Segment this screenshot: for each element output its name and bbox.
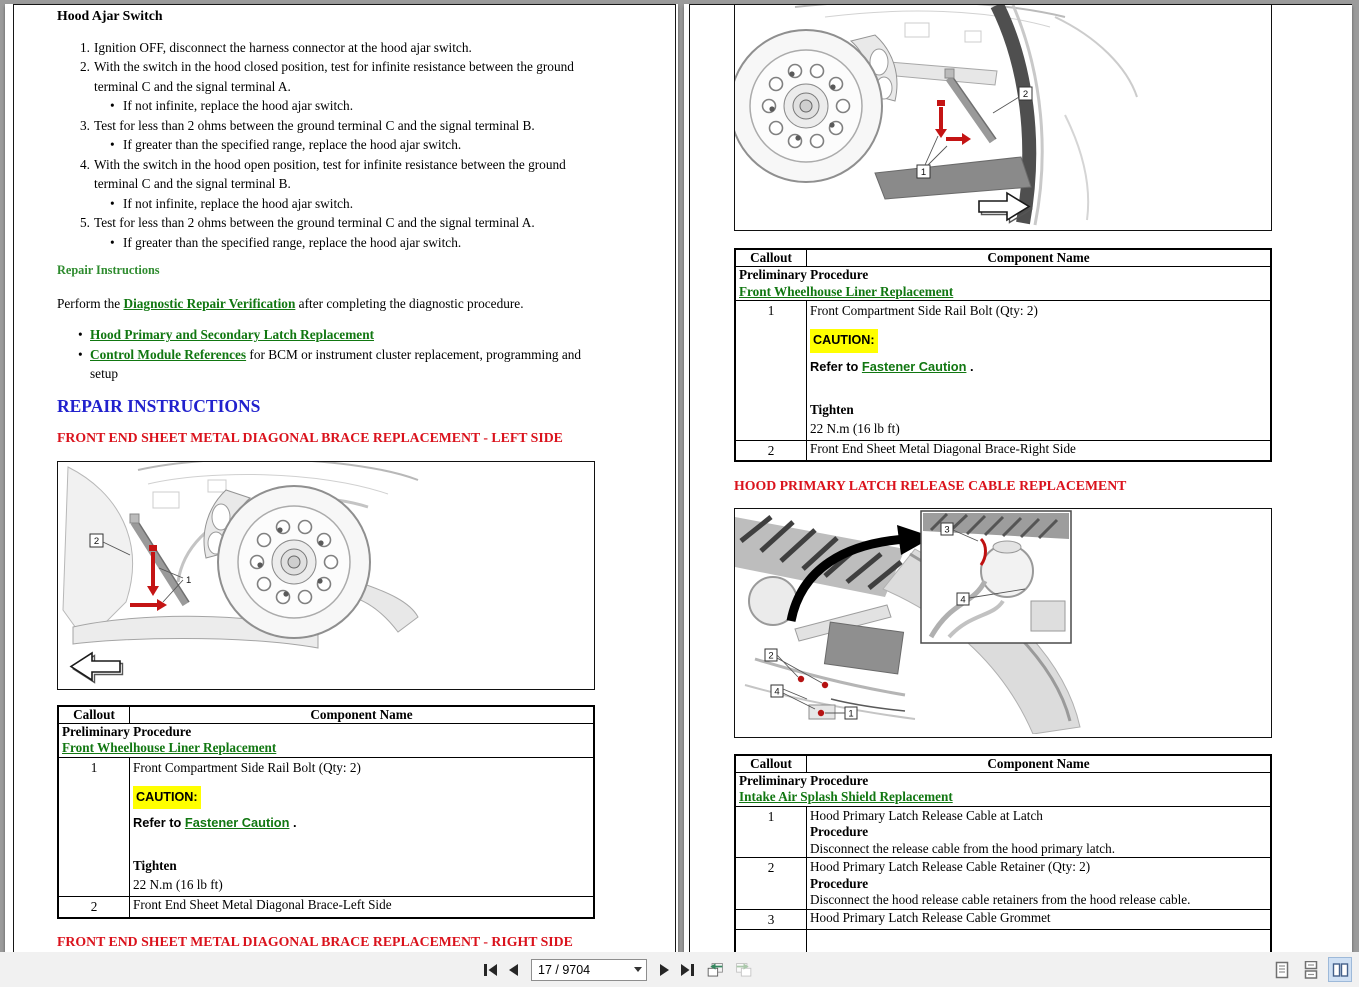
step-3 (57, 116, 595, 136)
viewer-toolbar (0, 952, 1359, 987)
callout-header: Callout (58, 706, 130, 724)
link-row (57, 345, 595, 384)
callout-cell: 1 (58, 757, 130, 897)
callout-header: Callout (735, 249, 807, 267)
callout-cell: 2 (735, 858, 807, 910)
step-text: Test for less than 2 ohms between the ground terminal C and the signal terminal B. (94, 117, 535, 133)
next-page-icon (657, 962, 672, 978)
previous-view-icon (706, 960, 725, 980)
callout-cell: 2 (58, 897, 130, 918)
table-row (735, 440, 1271, 461)
first-page-icon (482, 962, 499, 978)
continuous-view-icon (1303, 961, 1319, 979)
component-table-hood-latch (734, 754, 1272, 953)
first-page-button[interactable] (479, 958, 502, 981)
step-number: 5. (80, 215, 90, 230)
torque-value: 22 N.m (16 lb ft) (810, 420, 900, 436)
table-row (58, 897, 594, 918)
component-name: Front End Sheet Metal Diagonal Brace-Right Side (807, 440, 1272, 461)
hood-latch-cable-heading: HOOD PRIMARY LATCH RELEASE CABLE REPLACEMENT (734, 478, 1127, 493)
step-3-sub: • If greater than the specified range, replace the hood ajar switch. (57, 135, 595, 155)
svg-text:2: 2 (768, 650, 774, 661)
component-name: Hood Primary Latch Release Cable at Latch (810, 807, 1043, 823)
link-row (57, 325, 595, 345)
previous-view-button[interactable] (704, 958, 727, 981)
callout-cell: 2 (735, 440, 807, 461)
page-number-input[interactable] (532, 961, 632, 979)
step-5-sub: • If greater than the specified range, replace the hood ajar switch. (57, 233, 595, 253)
preliminary-title: Preliminary Procedure (739, 267, 869, 282)
preliminary-row (58, 723, 594, 757)
inset-detail-box (921, 511, 1071, 643)
svg-text:1: 1 (186, 574, 192, 586)
svg-text:2: 2 (1022, 89, 1029, 100)
refer-suffix: . (289, 815, 297, 830)
caution-badge: CAUTION: (810, 329, 878, 353)
svg-text:1: 1 (920, 167, 927, 178)
front-wheelhouse-liner-link[interactable]: Front Wheelhouse Liner Replacement (739, 283, 954, 299)
page-number-combobox[interactable] (531, 959, 647, 981)
svg-text:4: 4 (960, 594, 966, 605)
preliminary-row (735, 267, 1271, 301)
callout-cell: 1 (735, 806, 807, 858)
fastener-caution-link[interactable]: Fastener Caution (861, 358, 967, 374)
combobox-caret-icon[interactable] (634, 967, 642, 972)
step-1 (57, 38, 595, 58)
previous-page-button[interactable] (502, 958, 525, 981)
tighten-label: Tighten (133, 858, 177, 873)
refer-line (133, 814, 590, 832)
step-text: Test for less than 2 ohms between the ground terminal C and the signal terminal A. (94, 215, 535, 230)
fastener-caution-link[interactable]: Fastener Caution (184, 815, 290, 830)
component-name: Front End Sheet Metal Diagonal Brace-Left Side (130, 897, 595, 918)
link-suffix: for BCM or instrument cluster replacement, programming and setup (90, 346, 582, 381)
step-4-sub: • If not infinite, replace the hood ajar switch. (57, 194, 595, 214)
hood-latch-replacement-link[interactable]: Hood Primary and Secondary Latch Replacement (90, 327, 375, 342)
step-5 (57, 213, 595, 233)
last-page-button[interactable] (676, 958, 699, 981)
refer-prefix: Refer to (133, 815, 185, 830)
step-number: 4. (80, 156, 90, 172)
control-module-references-link[interactable]: Control Module References (90, 346, 247, 362)
brace-right-heading: FRONT END SHEET METAL DIAGONAL BRACE REPLACEMENT - RIGHT SIDE (57, 933, 573, 949)
tighten-label: Tighten (810, 401, 854, 417)
step-number: 3. (80, 117, 90, 133)
diagnostic-repair-verification-link[interactable]: Diagnostic Repair Verification (123, 295, 296, 311)
table-row (735, 806, 1271, 858)
next-view-button[interactable] (732, 958, 755, 981)
single-page-view-button[interactable] (1270, 957, 1294, 982)
direction-arrow-left-icon (71, 653, 123, 683)
procedure-text: Disconnect the hood release cable retainers from the hood release cable. (810, 892, 1191, 907)
refer-suffix: . (966, 358, 974, 374)
step-number: 2. (80, 59, 90, 74)
two-page-view-icon (1332, 962, 1349, 978)
perform-prefix: Perform the (57, 295, 124, 311)
front-wheelhouse-liner-link[interactable]: Front Wheelhouse Liner Replacement (62, 740, 277, 755)
table-row (735, 909, 1271, 930)
svg-text:2: 2 (93, 535, 100, 547)
table-row (58, 757, 594, 897)
procedure-text: Disconnect the release cable from the hood primary latch. (810, 840, 1116, 856)
torque-value: 22 N.m (16 lb ft) (133, 877, 223, 892)
svg-text:4: 4 (774, 686, 780, 697)
brace-left-heading: FRONT END SHEET METAL DIAGONAL BRACE REPLACEMENT - LEFT SIDE (57, 430, 563, 445)
previous-page-icon (506, 962, 521, 978)
repair-instructions-subheading: Repair Instructions (57, 263, 160, 277)
intake-air-splash-shield-link[interactable]: Intake Air Splash Shield Replacement (739, 789, 953, 804)
component-header: Component Name (807, 755, 1272, 773)
component-table-brace-left (57, 705, 595, 919)
procedure-label: Procedure (810, 824, 869, 839)
table-header-row (735, 249, 1271, 267)
step-2 (57, 57, 595, 96)
next-page-button[interactable] (653, 958, 676, 981)
step-text: With the switch in the hood closed position, test for infinite resistance between the ground terminal C and the signal terminal A. (94, 59, 574, 94)
hood-latch-illustration (735, 509, 1268, 734)
red-arrow-callout-1 (130, 545, 167, 611)
page-left (5, 4, 678, 952)
step-text: With the switch in the hood open position, test for infinite resistance between the ground terminal C and the signal terminal B. (94, 156, 566, 191)
component-table-brace-right (734, 248, 1272, 462)
table-header-row (58, 706, 594, 724)
table-row (735, 858, 1271, 910)
component-name: Hood Primary Latch Release Cable Grommet (807, 909, 1272, 930)
perform-line (57, 294, 595, 314)
preliminary-row (735, 772, 1271, 806)
callout-cell: 3 (735, 909, 807, 930)
two-page-view-button[interactable] (1328, 957, 1352, 982)
component-name: Front Compartment Side Rail Bolt (Qty: 2) (810, 303, 1038, 318)
table-row-clipped (735, 930, 1271, 953)
single-page-view-icon (1274, 961, 1290, 979)
step-2-sub: • If not infinite, replace the hood ajar switch. (57, 96, 595, 116)
section-title: Hood Ajar Switch (57, 8, 163, 23)
component-name: Front Compartment Side Rail Bolt (Qty: 2) (133, 759, 361, 775)
preliminary-title: Preliminary Procedure (62, 723, 192, 739)
last-page-icon (679, 962, 696, 978)
component-header: Component Name (130, 706, 595, 724)
continuous-view-button[interactable] (1299, 957, 1323, 982)
repair-instructions-heading: REPAIR INSTRUCTIONS (57, 395, 261, 416)
next-view-icon (734, 960, 753, 980)
step-text: Ignition OFF, disconnect the harness connector at the hood ajar switch. (94, 39, 472, 55)
step-4 (57, 155, 595, 194)
brace-left-illustration (58, 462, 591, 686)
brace-right-illustration (735, 5, 1268, 228)
svg-text:3: 3 (944, 524, 950, 535)
procedure-label: Procedure (810, 875, 869, 891)
table-row (735, 301, 1271, 441)
page-right (684, 4, 1352, 952)
diagnostic-steps (57, 38, 595, 253)
refer-prefix: Refer to (810, 358, 862, 374)
reference-links (57, 325, 595, 384)
table-header-row (735, 755, 1271, 773)
component-name: Hood Primary Latch Release Cable Retainer (Qty: 2) (810, 859, 1091, 874)
svg-text:1: 1 (848, 708, 854, 719)
figure-brace-left (57, 461, 595, 690)
figure-brace-right (734, 4, 1272, 231)
refer-line (810, 358, 1267, 376)
figure-hood-latch-cable (734, 508, 1272, 738)
step-number: 1. (80, 39, 90, 55)
preliminary-title: Preliminary Procedure (739, 772, 869, 788)
page-navigation (479, 958, 755, 981)
caution-badge: CAUTION: (133, 786, 201, 810)
perform-suffix: after completing the diagnostic procedure. (295, 295, 524, 311)
callout-header: Callout (735, 755, 807, 773)
callout-cell: 1 (735, 301, 807, 441)
page-layout-switcher (1270, 957, 1352, 982)
component-header: Component Name (807, 249, 1272, 267)
